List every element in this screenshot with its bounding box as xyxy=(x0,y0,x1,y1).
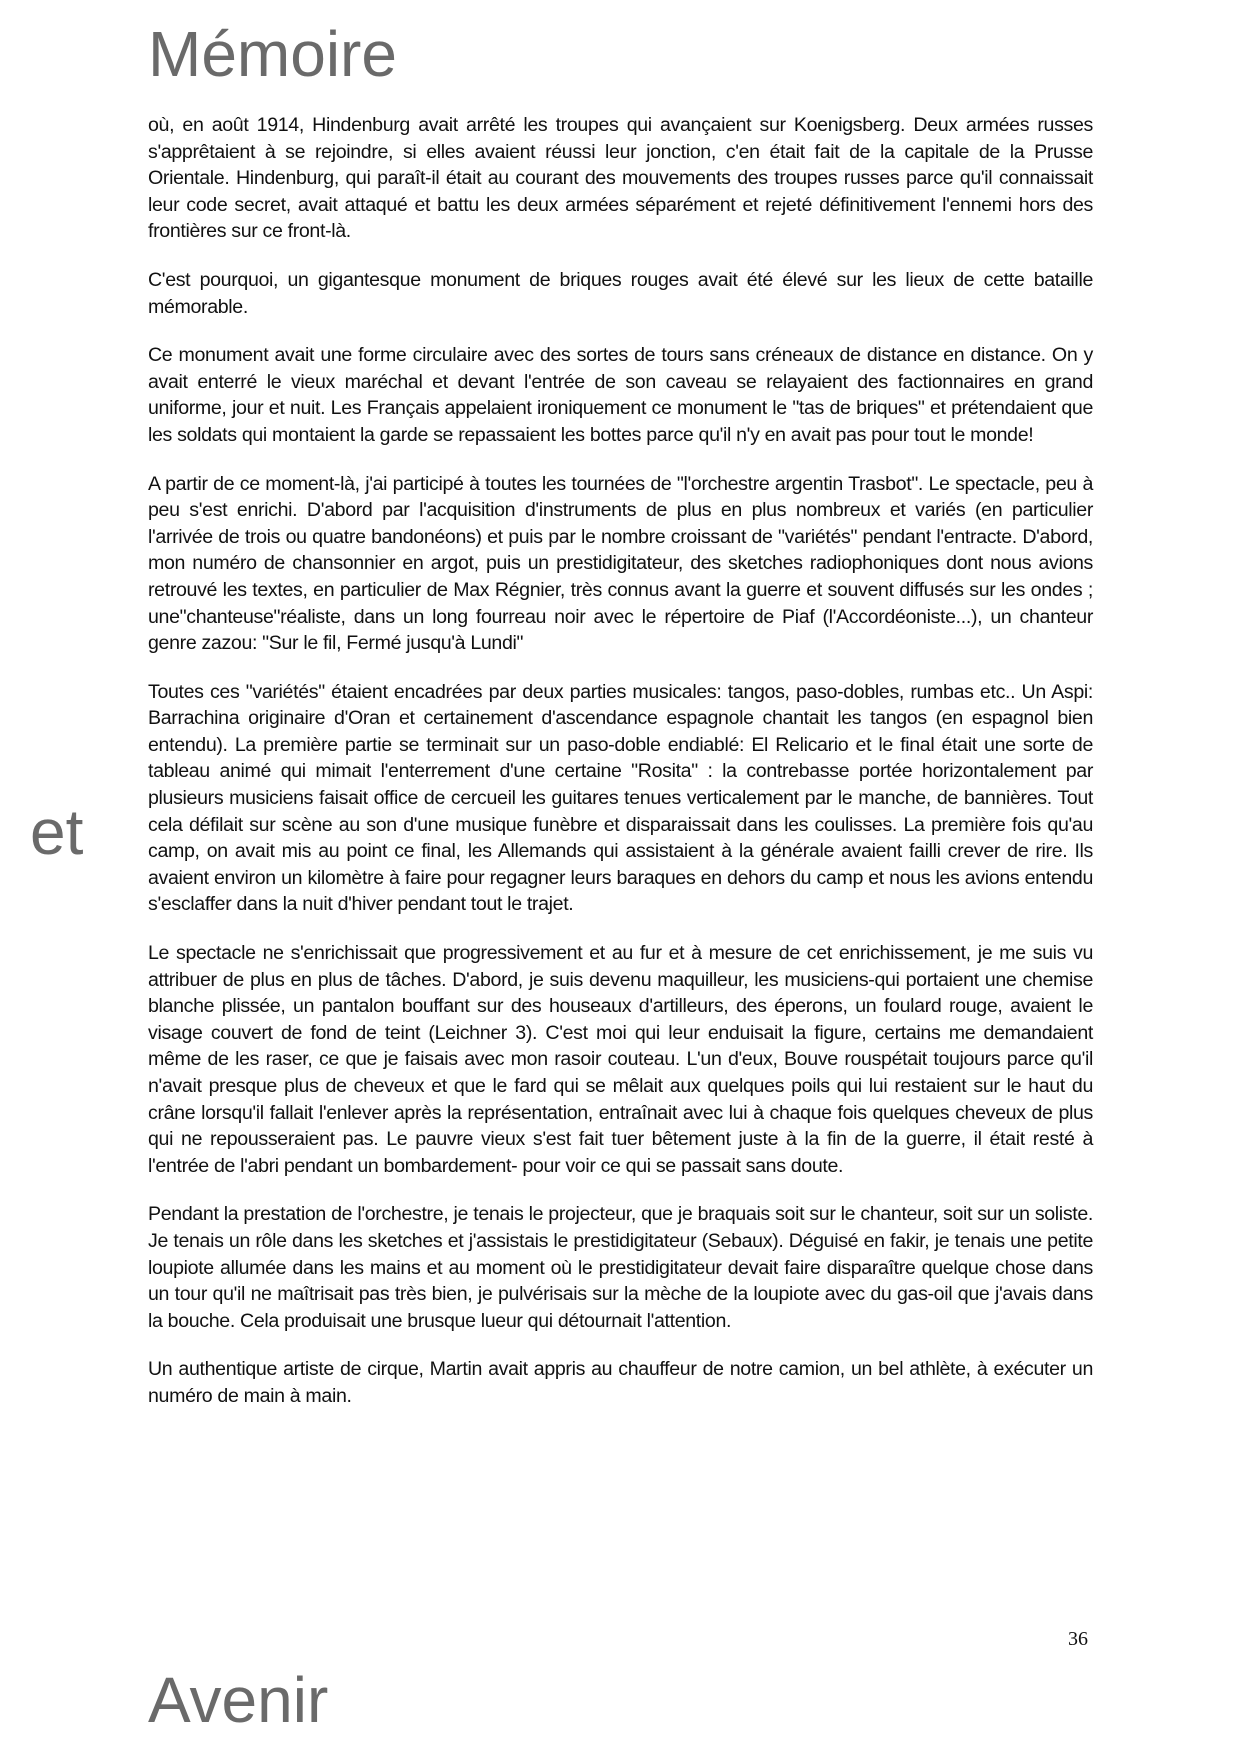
body-text xyxy=(148,112,1093,1432)
paragraph-artiste-cirque: Un authentique artiste de cirque, Martin avait appris au chauffeur de notre camion, un bel athlète, à exécuter un numéro de main à main. xyxy=(148,1358,1093,1407)
paragraph-maquilleur: Le spectacle ne s'enrichissait que progressivement et au fur et à mesure de cet enrichissement, je me suis vu attribuer de plus en plus de tâches. D'abord, je suis devenu maquilleur, les musiciens-qui portaient une chemise blanche plissée, un pantalon bouffant sur des houseaux d'artilleurs, des éperons, un foulard rouge, avaient le visage couvert de fond de teint (Leichner 3). C'est moi qui leur enduisait la figure, certains me demandaient même de les raser, ce que je faisais avec mon rasoir couteau. L'un d'eux, Bouve rouspétait toujours parce qu'il n'avait presque plus de cheveux et que le fard qui se mêlait aux quelques poils qui lui restaient sur le haut du crâne lorsqu'il fallait l'enlever après la représentation, entraînait avec lui à chaque fois quelques cheveux de plus qui ne repousseraient pas. Le pauvre vieux s'est fait tuer bêtement juste à la fin de la guerre, il était resté à l'entrée de l'abri pendant un bombardement- pour voir ce qui se passait sans doute. xyxy=(148,942,1093,1177)
paragraph-hindenburg: où, en août 1914, Hindenburg avait arrêté les troupes qui avançaient sur Koenigsberg. Deux armées russes s'apprêtaient à se rejoindre, si elles avaient réussi leur jonction, c'en était fait de la capitale de la Prusse Orientale. Hindenburg, qui paraît-il était au courant des mouvements des troupes russes parce qu'il connaissait leur code secret, avait attaqué et battu les deux armées séparément et rejeté définitivement l'ennemi hors des frontières sur ce front-là. xyxy=(148,114,1093,243)
paragraph-varietes: Toutes ces "variétés" étaient encadrées par deux parties musicales: tangos, paso-dobles, rumbas etc.. Un Aspi: Barrachina originaire d'Oran et certainement d'ascendance espagnole chantait les tangos (en espagnol bien entendu). La première partie se terminait sur un paso-doble endiablé: El Relicario et le final était une sorte de tableau animé qui mimait l'enterrement d'une certaine "Rosita" : la contrebasse portée horizontalement par plusieurs musiciens faisait office de cercueil les guitares tenues verticalement par le manche, de bannières. Tout cela défilait sur scène au son d'une musique funèbre et disparaissait dans les coulisses. La première fois qu'au camp, on avait mis au point ce final, les Allemands qui assistaient à la générale avaient failli crever de rire. Ils avaient environ un kilomètre à faire pour regagner leurs baraques en dehors du camp et nous les avions entendu s'esclaffer dans la nuit d'hiver pendant tout le trajet. xyxy=(148,680,1093,916)
paragraph-orchestre-tournees: A partir de ce moment-là, j'ai participé à toutes les tournées de "l'orchestre argentin Trasbot". Le spectacle, peu à peu s'est enrichi. D'abord par l'acquisition d'instruments de plus en plus nombreux et variés (en particulier l'arrivée de trois ou quatre bandonéons) et puis par le nombre croissant de "variétés" pendant l'entracte. D'abord, mon numéro de chansonnier en argot, puis un prestidigitateur, des sketches radiophoniques dont nous avions retrouvé les textes, en particulier de Max Régnier, très connus avant la guerre et souvent diffusés sur les ondes ; une"chanteuse"réaliste, dans un long fourreau noir avec le répertoire de Piaf (l'Accordéoniste...), un chanteur genre zazou: "Sur le fil, Fermé jusqu'à Lundi" xyxy=(148,472,1093,655)
paragraph-monument-briques: C'est pourquoi, un gigantesque monument de briques rouges avait été élevé sur les lieux de cette bataille mémorable. xyxy=(148,268,1093,318)
page-number: 36 xyxy=(1068,1628,1088,1650)
paragraph-monument-forme: Ce monument avait une forme circulaire avec des sortes de tours sans créneaux de distance en distance. On y avait enterré le vieux maréchal et devant l'entrée de son caveau se relayaient des factionnaires en grand uniforme, jour et nuit. Les Français appelaient ironiquement ce monument le "tas de briques" et prétendaient que les soldats qui montaient la garde se repassaient les bottes parce qu'il n'y en avait pas pour tout le monde! xyxy=(148,344,1093,446)
paragraph-projecteur: Pendant la prestation de l'orchestre, je tenais le projecteur, que je braquais soit sur le chanteur, soit sur un soliste. Je tenais un rôle dans les sketches et j'assistais le prestidigitateur (Sebaux). Déguisé en fakir, je tenais une petite loupiote allumée dans les mains et au moment où le prestidigitateur devait faire disparaître quelque chose dans un tour qu'il ne maîtrisait pas très bien, je pulvérisais sur la mèche de la loupiote avec du gas-oil que j'avais dans la bouche. Cela produisait une brusque lueur qui détournait l'attention. xyxy=(148,1203,1093,1332)
watermark-memoire: Mémoire xyxy=(148,18,397,90)
watermark-avenir: Avenir xyxy=(148,1664,329,1736)
watermark-et: et xyxy=(30,796,84,868)
